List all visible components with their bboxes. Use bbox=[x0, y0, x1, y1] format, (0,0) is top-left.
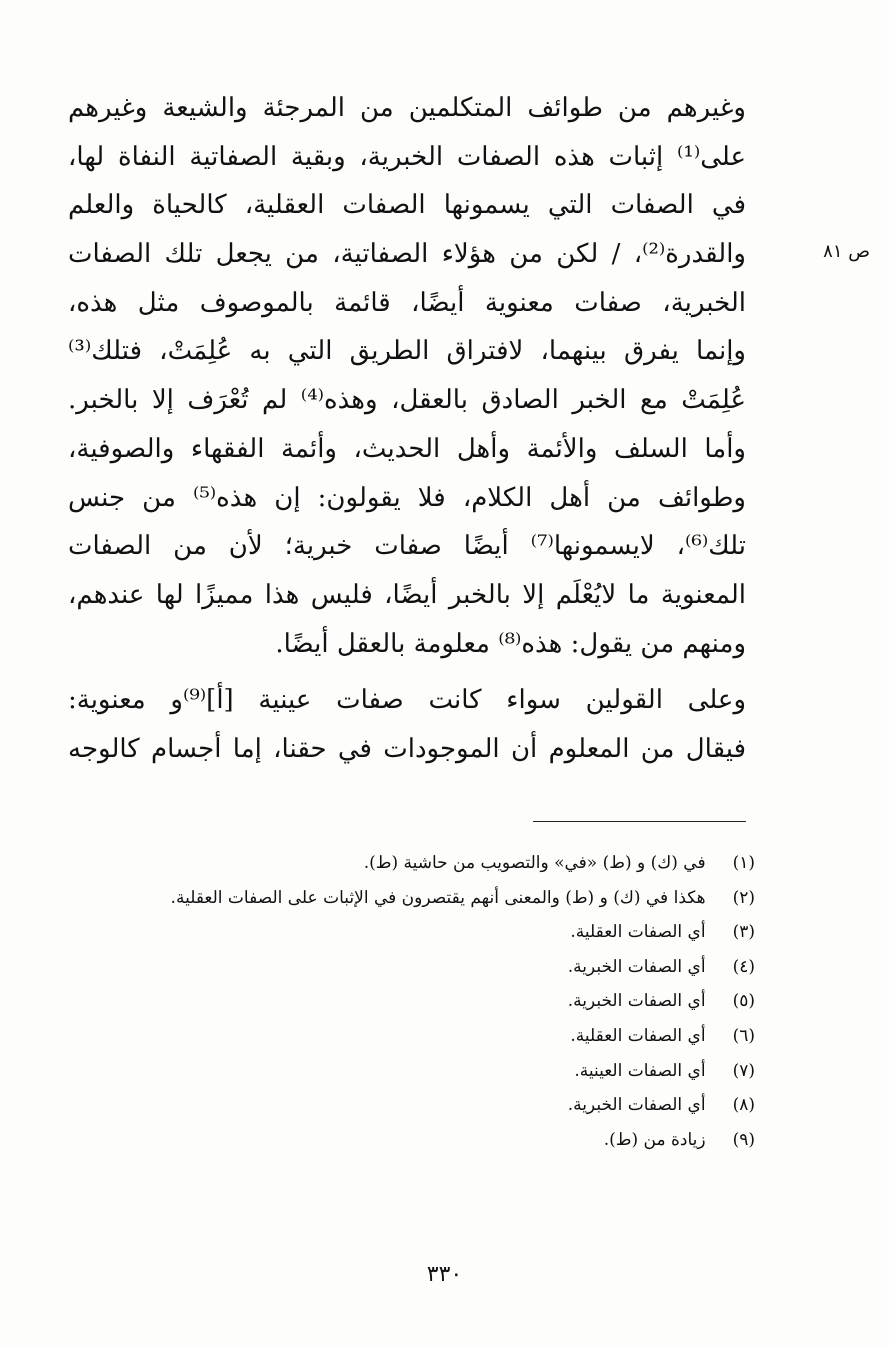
text-line: فيقال من المعلوم أن الموجودات في حقنا، إما أجسام كالوجه bbox=[68, 733, 746, 764]
footnote-text: أي الصفات العقلية. bbox=[570, 1025, 706, 1046]
text-line: وعلى القولين سواء كانت صفات عينية [أ]⁽⁹⁾و معنوية: bbox=[68, 685, 747, 716]
footnote-item bbox=[60, 1123, 755, 1158]
text-line: وأما السلف والأئمة وأهل الحديث، وأئمة الفقهاء والصوفية، bbox=[68, 433, 746, 464]
text-line: عُلِمَتْ مع الخبر الصادق بالعقل، وهذه⁽⁴⁾ لم تُعْرَف إلا بالخبر. bbox=[68, 385, 746, 416]
footnote-item bbox=[60, 915, 755, 950]
footnote-text: أي الصفات العينية. bbox=[574, 1060, 706, 1081]
footnote-number: (٥) bbox=[732, 991, 755, 1012]
footnote-item bbox=[60, 881, 755, 916]
main-text bbox=[68, 84, 746, 774]
footnote-text: أي الصفات الخبرية. bbox=[567, 956, 706, 977]
footnote-number: (٣) bbox=[732, 922, 755, 943]
text-line: على⁽¹⁾ إثبات هذه الصفات الخبرية، وبقية الصفاتية النفاة لها، bbox=[68, 141, 746, 172]
text-line: ومنهم من يقول: هذه⁽⁸⁾ معلومة بالعقل أيضًا. bbox=[275, 628, 746, 659]
footnote-number: (٤) bbox=[732, 956, 755, 977]
footnote-number: (٨) bbox=[732, 1095, 755, 1116]
text-line: وغيرهم من طوائف المتكلمين من المرجئة والشيعة وغيرهم bbox=[68, 93, 746, 123]
footnote-number: (١) bbox=[732, 853, 755, 873]
margin-page-reference: ص ٨١ bbox=[823, 241, 870, 262]
footnote-number: (٦) bbox=[732, 1025, 755, 1046]
footnote-number: (٢) bbox=[732, 887, 755, 908]
footnote-number: (٧) bbox=[732, 1060, 755, 1081]
footnote-item bbox=[60, 950, 755, 985]
footnote-item bbox=[60, 984, 755, 1019]
text-line: في الصفات التي يسمونها الصفات العقلية، كالحياة والعلم bbox=[68, 190, 746, 221]
text-line: وطوائف من أهل الكلام، فلا يقولون: إن هذه⁽⁵⁾ من جنس bbox=[68, 482, 746, 513]
footnote-text: زيادة من (ط). bbox=[603, 1129, 706, 1150]
text-line: الخبرية، صفات معنوية أيضًا، قائمة بالموصوف مثل هذه، bbox=[68, 287, 746, 318]
text-line: وإنما يفرق بينهما، لافتراق الطريق التي به عُلِمَتْ، فتلك⁽³⁾ bbox=[68, 336, 746, 367]
footnote-item bbox=[60, 846, 755, 881]
footnote-item bbox=[60, 1019, 755, 1054]
footnote-separator bbox=[533, 821, 746, 822]
footnote-text: أي الصفات الخبرية. bbox=[567, 991, 706, 1012]
text-line: تلك⁽⁶⁾، لايسمونها⁽⁷⁾ أيضًا صفات خبرية؛ لأن من الصفات bbox=[68, 531, 746, 562]
footnotes bbox=[60, 846, 755, 1157]
text-line: المعنوية ما لايُعْلَم إلا بالخبر أيضًا، فليس هذا مميزًا لها عندهم، bbox=[68, 579, 746, 610]
text-line: والقدرة⁽²⁾، / لكن من هؤلاء الصفاتية، من يجعل تلك الصفات bbox=[68, 239, 746, 270]
footnote-number: (٩) bbox=[732, 1129, 755, 1150]
footnote-text: هكذا في (ك) و (ط) والمعنى أنهم يقتصرون في الإثبات على الصفات العقلية. bbox=[170, 887, 706, 908]
page-number: ٣٣٠ bbox=[426, 1262, 463, 1287]
footnote-text: أي الصفات العقلية. bbox=[570, 922, 706, 943]
footnote-item bbox=[60, 1054, 755, 1089]
footnote-text: أي الصفات الخبرية. bbox=[567, 1095, 706, 1116]
footnote-text: في (ك) و (ط) «في» والتصويب من حاشية (ط). bbox=[363, 853, 706, 873]
footnote-item bbox=[60, 1088, 755, 1123]
